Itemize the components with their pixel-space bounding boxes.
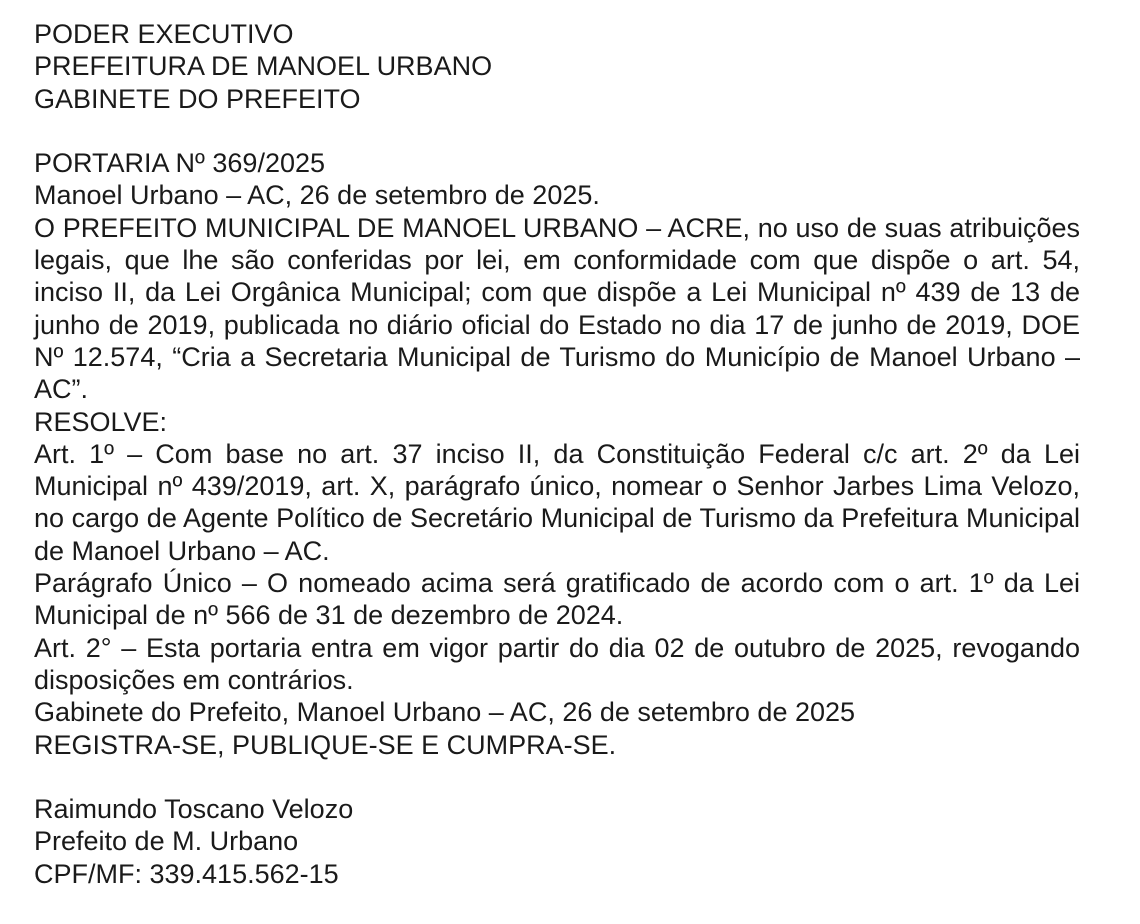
portaria-paragrafo-unico: Parágrafo Único – O nomeado acima será gratificado de acordo com o art. 1º da Lei Municipal de nº 566 de 31 de dezembro de 2024.	[34, 568, 1080, 631]
portaria-preamble: O PREFEITO MUNICIPAL DE MANOEL URBANO – ACRE, no uso de suas atribuições legais, que lhe são conferidas por lei, em conformidade com que dispõe o art. 54, inciso II, da Lei Orgânica Municipal; com que dispõe a Lei Municipal nº 439 de 13 de junho de 2019, publicada no diário oficial do Estado no dia 17 de junho de 2019, DOE Nº 12.574, “Cria a Secretaria Municipal de Turismo do Município de Manoel Urbano – AC”.	[34, 212, 1080, 405]
spacer	[34, 761, 1080, 793]
portaria-article-2: Art. 2° – Esta portaria entra em vigor partir do dia 02 de outubro de 2025, revogando disposições em contrários.	[34, 632, 1080, 695]
signature-title: Prefeito de M. Urbano	[34, 826, 299, 857]
header-line-office: GABINETE DO PREFEITO	[34, 83, 361, 114]
portaria-closing-formula: REGISTRA-SE, PUBLIQUE-SE E CUMPRA-SE.	[34, 729, 617, 760]
header-line-prefecture: PREFEITURA DE MANOEL URBANO	[34, 51, 493, 82]
portaria-body	[34, 147, 1080, 761]
portaria-article-1: Art. 1º – Com base no art. 37 inciso II, da Constituição Federal c/c art. 2º da Lei Municipal nº 439/2019, art. X, parágrafo único, nomear o Senhor Jarbes Lima Velozo, no cargo de Agente Político de Secretário Municipal de Turismo da Prefeitura Municipal de Manoel Urbano – AC.	[34, 438, 1080, 566]
signature-cpf: CPF/MF: 339.415.562-15	[34, 858, 339, 889]
signature-block	[34, 793, 1080, 890]
portaria-closing-place: Gabinete do Prefeito, Manoel Urbano – AC, 26 de setembro de 2025	[34, 697, 856, 728]
portaria-place-date: Manoel Urbano – AC, 26 de setembro de 2025.	[34, 180, 600, 211]
portaria-resolve: RESOLVE:	[34, 406, 168, 437]
header-line-power: PODER EXECUTIVO	[34, 19, 294, 49]
spacer	[34, 115, 1080, 147]
signature-name: Raimundo Toscano Velozo	[34, 794, 354, 825]
portaria-number: PORTARIA Nº 369/2025	[34, 148, 326, 179]
header-block	[34, 18, 1080, 115]
